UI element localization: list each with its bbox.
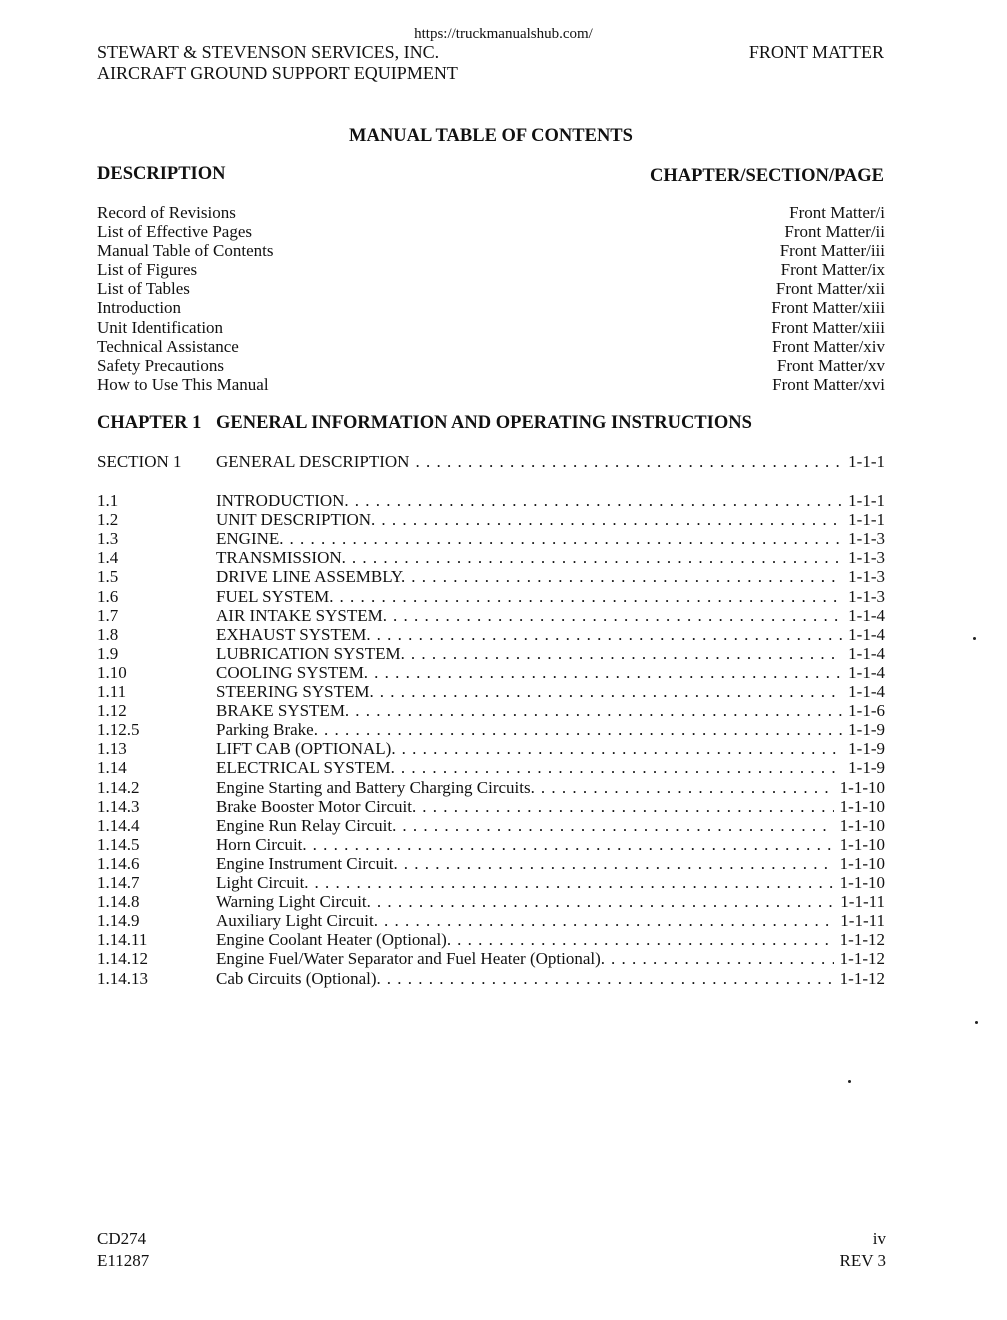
toc-entry[interactable] xyxy=(97,892,885,912)
toc-entry-page: 1-1-9 xyxy=(848,758,885,778)
toc-entry-number: 1.14.11 xyxy=(97,930,148,950)
front-matter-item[interactable] xyxy=(97,260,885,279)
toc-entry-title: Engine Coolant Heater (Optional). xyxy=(216,930,452,950)
dot-leader xyxy=(611,949,834,969)
toc-entry-title: Light Circuit. xyxy=(216,873,309,892)
document-code: CD274 xyxy=(97,1229,147,1248)
toc-entry-title: DRIVE LINE ASSEMBLY. xyxy=(216,567,406,587)
toc-entry[interactable] xyxy=(97,969,885,989)
toc-entry-title: AIR INTAKE SYSTEM. xyxy=(216,605,387,625)
toc-entry-title: INTRODUCTION. xyxy=(216,491,349,510)
toc-entry-page: 1-1-4 xyxy=(848,643,885,663)
toc-entry-page: 1-1-1 xyxy=(848,510,885,530)
front-matter-page: Front Matter/xvi xyxy=(772,374,885,394)
toc-entry-number: 1.14.8 xyxy=(97,892,140,912)
toc-entry[interactable] xyxy=(97,606,885,626)
front-matter-label: Manual Table of Contents xyxy=(97,241,274,261)
front-matter-page: Front Matter/xv xyxy=(776,355,885,375)
toc-entry-title: BRAKE SYSTEM. xyxy=(216,701,350,721)
toc-entry-number: 1.14.12 xyxy=(97,949,148,969)
dot-leader xyxy=(404,854,834,874)
company-name: STEWART & STEVENSON SERVICES, INC. xyxy=(97,42,440,62)
toc-entry-page: 1-1-12 xyxy=(839,930,885,950)
toc-entry[interactable] xyxy=(97,930,885,950)
section-heading[interactable] xyxy=(97,452,885,472)
dot-leader xyxy=(339,587,842,607)
toc-entry-title: Engine Instrument Circuit. xyxy=(216,853,398,873)
toc-entry-title: EXHAUST SYSTEM. xyxy=(216,624,371,644)
toc-entry-title: Engine Fuel/Water Separator and Fuel Heater (Optional). xyxy=(216,949,606,969)
toc-entry[interactable] xyxy=(97,911,885,931)
toc-entry-title: FUEL SYSTEM. xyxy=(216,586,334,606)
document-number: E11287 xyxy=(97,1251,150,1270)
toc-entry-number: 1.9 xyxy=(97,643,119,663)
toc-entry-page: 1-1-6 xyxy=(848,701,885,721)
toc-entry[interactable] xyxy=(97,949,885,969)
dot-leader xyxy=(415,452,842,472)
toc-entry-page: 1-1-3 xyxy=(848,548,885,568)
front-matter-page: Front Matter/i xyxy=(789,203,885,222)
dot-leader xyxy=(393,606,842,626)
toc-entry-page: 1-1-10 xyxy=(839,777,885,797)
toc-entry-number: 1.14.7 xyxy=(97,873,140,892)
front-matter-page: Front Matter/ix xyxy=(780,260,885,280)
toc-entry-title: Brake Booster Motor Circuit. xyxy=(216,796,417,816)
dot-leader xyxy=(313,835,834,855)
toc-entry-title: STEERING SYSTEM. xyxy=(216,682,374,701)
front-matter-label: Technical Assistance xyxy=(97,336,239,356)
front-matter-page: Front Matter/xiv xyxy=(772,336,885,356)
dot-leader xyxy=(422,797,833,817)
footer-right xyxy=(840,1228,886,1272)
toc-entry-page: 1-1-10 xyxy=(839,853,885,873)
front-matter-page: Front Matter/xii xyxy=(775,279,885,299)
front-matter-label: How to Use This Manual xyxy=(97,374,269,394)
revision-label: REV 3 xyxy=(839,1251,886,1270)
toc-entry-title: Engine Run Relay Circuit. xyxy=(216,815,397,835)
toc-entry-page: 1-1-9 xyxy=(848,739,885,759)
toc-entry[interactable] xyxy=(97,720,885,740)
toc-entry[interactable] xyxy=(97,797,885,817)
front-matter-item[interactable] xyxy=(97,279,885,298)
toc-entry-page: 1-1-4 xyxy=(848,682,885,701)
chapter-title: GENERAL INFORMATION AND OPERATING INSTRUCTIONS xyxy=(216,413,752,433)
front-matter-item[interactable] xyxy=(97,356,885,375)
dot-leader xyxy=(387,969,834,989)
toc-entry-number: 1.12 xyxy=(97,701,127,721)
toc-entry-title: TRANSMISSION. xyxy=(216,548,346,568)
header-left xyxy=(97,42,458,84)
toc-entry-title: ELECTRICAL SYSTEM. xyxy=(216,758,395,778)
front-matter-item[interactable] xyxy=(97,337,885,356)
toc-entry-number: 1.14.9 xyxy=(97,911,140,931)
front-matter-item[interactable] xyxy=(97,298,885,317)
toc-entry-number: 1.8 xyxy=(97,624,119,644)
toc-entry[interactable] xyxy=(97,510,885,530)
division-name: AIRCRAFT GROUND SUPPORT EQUIPMENT xyxy=(97,63,458,83)
toc-entry-number: 1.14.5 xyxy=(97,834,140,854)
toc-entry-title: Parking Brake. xyxy=(216,720,318,740)
dot-leader xyxy=(411,644,842,664)
toc-entry[interactable] xyxy=(97,873,885,893)
toc-entry-number: 1.3 xyxy=(97,529,119,549)
toc-entry-title: Cab Circuits (Optional). xyxy=(216,968,381,988)
toc-entry[interactable] xyxy=(97,701,885,721)
toc-entry-page: 1-1-10 xyxy=(839,796,885,816)
toc-entry-page: 1-1-10 xyxy=(839,834,885,854)
column-heading-description: DESCRIPTION xyxy=(97,164,226,184)
toc-entry[interactable] xyxy=(97,835,885,855)
front-matter-page: Front Matter/ii xyxy=(784,222,885,242)
front-matter-item[interactable] xyxy=(97,318,885,337)
toc-entry[interactable] xyxy=(97,854,885,874)
toc-entry-page: 1-1-4 xyxy=(848,662,885,682)
dot-leader xyxy=(374,663,842,683)
page-number: iv xyxy=(872,1229,886,1248)
toc-entry-title: UNIT DESCRIPTION. xyxy=(216,510,376,530)
dot-leader xyxy=(380,682,842,702)
front-matter-item[interactable] xyxy=(97,375,885,394)
toc-entry-page: 1-1-11 xyxy=(840,911,885,931)
toc-entry[interactable] xyxy=(97,548,885,568)
toc-entry-title: ENGINE. xyxy=(216,529,284,549)
toc-entry-title: Engine Starting and Battery Charging Circuits. xyxy=(216,777,535,797)
toc-entry-page: 1-1-9 xyxy=(848,720,885,740)
toc-entry-number: 1.14.6 xyxy=(97,853,140,873)
dot-leader xyxy=(381,510,842,530)
front-matter-label: Safety Precautions xyxy=(97,355,224,375)
section-number: SECTION 1 xyxy=(97,452,182,471)
dot-leader xyxy=(384,911,834,931)
toc-entry-page: 1-1-3 xyxy=(848,586,885,606)
section-page: 1-1-1 xyxy=(848,452,885,471)
toc-entry[interactable] xyxy=(97,587,885,607)
dot-leader xyxy=(377,892,834,912)
toc-entry[interactable] xyxy=(97,491,885,511)
section-title: GENERAL DESCRIPTION xyxy=(216,452,410,471)
dot-leader xyxy=(402,816,833,836)
toc-entry[interactable] xyxy=(97,778,885,798)
toc-entry-title: Horn Circuit. xyxy=(216,834,307,854)
toc-entry-number: 1.14.2 xyxy=(97,777,140,797)
toc-entry-number: 1.10 xyxy=(97,662,127,682)
front-matter-label: Unit Identification xyxy=(97,317,224,337)
source-url: https://truckmanualshub.com/ xyxy=(414,26,593,42)
toc-entry-number: 1.5 xyxy=(97,567,119,587)
toc-entry[interactable] xyxy=(97,739,885,759)
toc-entry-number: 1.14.13 xyxy=(97,968,148,988)
toc-entry-number: 1.14.4 xyxy=(97,815,140,835)
dot-leader xyxy=(352,548,842,568)
toc-entry-number: 1.14.3 xyxy=(97,796,140,816)
dot-leader xyxy=(457,930,834,950)
page-title: MANUAL TABLE OF CONTENTS xyxy=(349,126,633,146)
toc-entry[interactable] xyxy=(97,663,885,683)
dot-leader xyxy=(355,491,842,511)
chapter-number: CHAPTER 1 xyxy=(97,413,202,433)
toc-entry-page: 1-1-12 xyxy=(839,968,885,988)
scan-speck xyxy=(975,1021,978,1024)
front-matter-label: List of Tables xyxy=(97,279,190,299)
front-matter-item[interactable] xyxy=(97,222,885,241)
toc-entry-number: 1.7 xyxy=(97,605,119,625)
toc-entry-number: 1.6 xyxy=(97,586,119,606)
front-matter-label: Introduction xyxy=(97,298,182,318)
front-matter-page: Front Matter/iii xyxy=(779,241,885,261)
front-matter-list xyxy=(97,203,885,394)
footer-left xyxy=(97,1228,149,1272)
dot-leader xyxy=(324,720,842,740)
front-matter-item[interactable] xyxy=(97,203,885,222)
toc-entry-page: 1-1-4 xyxy=(848,624,885,644)
front-matter-label: Record of Revisions xyxy=(97,203,236,222)
toc-entry-number: 1.14 xyxy=(97,758,127,778)
toc-entry-number: 1.2 xyxy=(97,510,119,530)
toc-entry-page: 1-1-11 xyxy=(840,892,885,912)
toc-entry[interactable] xyxy=(97,682,885,702)
toc-entry-title: Auxiliary Light Circuit. xyxy=(216,911,378,931)
toc-entry-page: 1-1-3 xyxy=(848,567,885,587)
chapter-heading xyxy=(97,413,752,434)
toc-entry-number: 1.11 xyxy=(97,682,127,701)
toc-entry[interactable] xyxy=(97,529,885,549)
toc-entry-page: 1-1-10 xyxy=(839,873,885,892)
dot-leader xyxy=(290,529,843,549)
toc-entry-page: 1-1-1 xyxy=(848,491,885,510)
toc-entry-number: 1.12.5 xyxy=(97,720,140,740)
toc-entry-number: 1.13 xyxy=(97,739,127,759)
toc-entry[interactable] xyxy=(97,644,885,664)
toc-entry-title: Warning Light Circuit. xyxy=(216,892,371,912)
toc-entry[interactable] xyxy=(97,816,885,836)
front-matter-page: Front Matter/xiii xyxy=(771,298,885,318)
toc-entry-title: LUBRICATION SYSTEM. xyxy=(216,643,405,663)
dot-leader xyxy=(355,701,842,721)
toc-entry[interactable] xyxy=(97,625,885,645)
toc-entry[interactable] xyxy=(97,567,885,587)
toc-entry-page: 1-1-12 xyxy=(839,949,885,969)
dot-leader xyxy=(315,873,834,893)
toc-entry-page: 1-1-10 xyxy=(839,815,885,835)
toc-entry-number: 1.4 xyxy=(97,548,119,568)
front-matter-label: List of Figures xyxy=(97,260,198,280)
header-section: FRONT MATTER xyxy=(748,42,884,62)
front-matter-page: Front Matter/xiii xyxy=(771,317,885,337)
front-matter-label: List of Effective Pages xyxy=(97,222,253,242)
dot-leader xyxy=(411,567,842,587)
toc-entry-title: LIFT CAB (OPTIONAL). xyxy=(216,739,396,759)
dot-leader xyxy=(377,625,843,645)
dot-leader xyxy=(541,778,834,798)
front-matter-item[interactable] xyxy=(97,241,885,260)
toc-entry-number: 1.1 xyxy=(97,491,119,510)
column-heading-page: CHAPTER/SECTION/PAGE xyxy=(649,166,884,186)
toc-entry-title: COOLING SYSTEM. xyxy=(216,662,369,682)
dot-leader xyxy=(401,758,842,778)
toc-entry-page: 1-1-4 xyxy=(848,605,885,625)
dot-leader xyxy=(402,739,843,759)
scan-speck xyxy=(848,1080,851,1083)
scan-speck xyxy=(973,637,976,640)
toc-entry-page: 1-1-3 xyxy=(848,529,885,549)
toc-entry[interactable] xyxy=(97,758,885,778)
